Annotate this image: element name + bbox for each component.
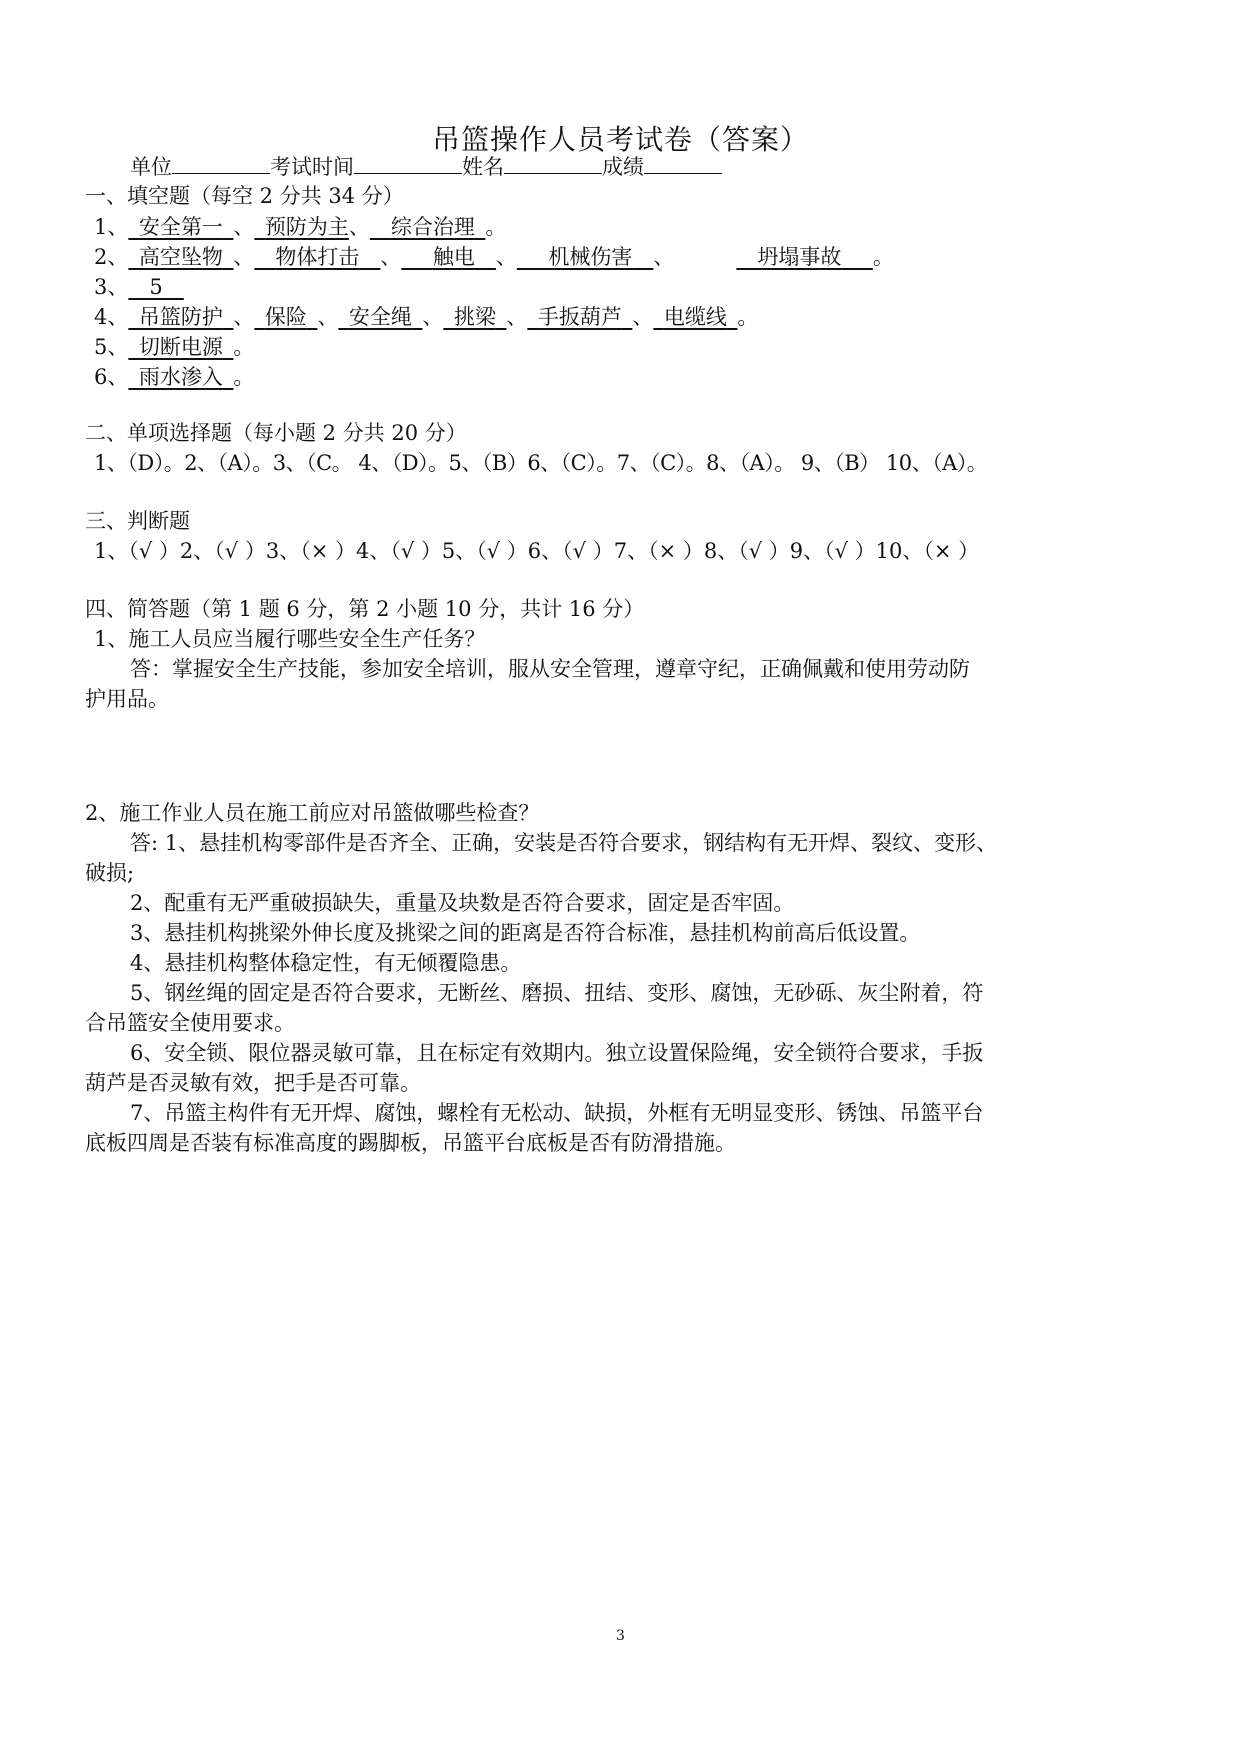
question-number: 2、: [94, 245, 129, 269]
answer-2-line: 2、配重有无严重破损缺失，重量及块数是否符合要求，固定是否牢固。: [130, 891, 795, 915]
page-title: 吊篮操作人员考试卷（答案）: [431, 123, 809, 156]
short-question-2: 2、施工作业人员在施工前应对吊篮做哪些检查？: [85, 801, 540, 825]
answer-blank: ___机械伤害__: [516, 245, 654, 269]
section-3-heading: 三、判断题: [85, 509, 190, 533]
answer-2-line: 6、安全锁、限位器灵敏可靠，且在标定有效期内。独立设置保险绳，安全锁符合要求，手扳: [130, 1041, 984, 1065]
choice-answers: 1、（D）。2、（A）。3、（C。 4、（D）。5、（B）6、（C）。7、（C）。8、（A）。 9、（B） 10、（A）。: [94, 451, 988, 475]
answer-blank: __5__: [128, 275, 184, 299]
judgement-answers: 1、（√ ）2、（√ ）3、（× ）4、（√ ）5、（√ ）6、（√ ）7、（× ）8、（√ ）9、（√ ）10、（× ）: [94, 539, 980, 563]
answer-blank: _雨水渗入_: [128, 365, 234, 389]
page-number: 3: [616, 1628, 625, 1644]
exam-time-blank: [354, 155, 462, 174]
answer-2-line: 破损;: [85, 861, 135, 885]
fill-blank-q5: 5、_切断电源_。: [94, 335, 255, 359]
answer-2-line: 3、悬挂机构挑梁外伸长度及挑梁之间的距离是否符合标准，悬挂机构前高后低设置。: [130, 921, 921, 945]
answer-blank: _切断电源_: [128, 335, 234, 359]
header-info-line: [130, 152, 722, 182]
answer-blank: _吊篮防护_: [128, 305, 234, 329]
fill-blank-q6: 6、_雨水渗入_。: [94, 365, 255, 389]
answer-blank: ___触电__: [401, 245, 496, 269]
answer-2-line: 5、钢丝绳的固定是否符合要求，无断丝、磨损、扭结、变形、腐蚀，无砂砾、灰尘附着，符: [130, 981, 984, 1005]
answer-2-line: 葫芦是否灵敏有效，把手是否可靠。: [85, 1071, 421, 1095]
question-number: 6、: [94, 365, 129, 389]
unit-label: 单位: [130, 155, 172, 179]
answer-blank: _安全绳_: [338, 305, 423, 329]
answer-blank: _高空坠物_: [128, 245, 234, 269]
section-2-heading: 二、单项选择题（每小题 2 分共 20 分）: [85, 421, 467, 445]
answer-2-line: 答: 1、悬挂机构零部件是否齐全、正确，安装是否符合要求，钢结构有无开焊、裂纹、变形、: [130, 831, 998, 855]
question-number: 3、: [94, 275, 129, 299]
score-blank: [644, 155, 722, 174]
section-4-heading: 四、简答题（第 1 题 6 分，第 2 小题 10 分，共计 16 分）: [85, 597, 645, 621]
fill-blank-q3: [94, 272, 184, 302]
fill-blank-q2: 2、_高空坠物_、__物体打击__、___触电__、___机械伤害__、 __坍塌事故___。: [94, 245, 894, 269]
answer-blank: _电缆线_: [653, 305, 738, 329]
name-blank: [504, 155, 602, 174]
answer-2-line: 4、悬挂机构整体稳定性，有无倾覆隐患。: [130, 951, 522, 975]
fill-blank-q1: 1、_安全第一_、_预防为主、__综合治理_。: [94, 215, 507, 239]
score-label: 成绩: [602, 155, 644, 179]
answer-blank: __物体打击__: [254, 245, 381, 269]
unit-blank: [172, 155, 270, 174]
short-question-1: 1、施工人员应当履行哪些安全生产任务？: [94, 627, 486, 651]
answer-blank: _保险_: [254, 305, 318, 329]
question-number: 4、: [94, 305, 129, 329]
section-1-heading: 一、填空题（每空 2 分共 34 分）: [85, 184, 404, 208]
answer-1-line-2: 护用品。: [85, 687, 169, 711]
answer-blank: _挑梁_: [443, 305, 507, 329]
answer-blank: _安全第一_: [128, 215, 234, 239]
answer-blank: __坍塌事故___: [736, 245, 873, 269]
question-number: 5、: [94, 335, 129, 359]
answer-2-line: 底板四周是否装有标准高度的踢脚板，吊篮平台底板是否有防滑措施。: [85, 1131, 736, 1155]
answer-2-line: 合吊篮安全使用要求。: [85, 1011, 295, 1035]
question-number: 1、: [94, 215, 129, 239]
answer-blank: _预防为主: [254, 215, 349, 239]
answer-2-line: 7、吊篮主构件有无开焊、腐蚀，螺栓有无松动、缺损，外框有无明显变形、锈蚀、吊篮平台: [130, 1101, 984, 1125]
answer-1-line-1: 答：掌握安全生产技能，参加安全培训，服从安全管理，遵章守纪，正确佩戴和使用劳动防: [130, 657, 970, 681]
name-label: 姓名: [462, 155, 504, 179]
exam-time-label: 考试时间: [270, 155, 354, 179]
fill-blank-q4: 4、_吊篮防护_、_保险_、_安全绳_、_挑梁_、_手扳葫芦_、_电缆线_。: [94, 305, 759, 329]
answer-blank: _手扳葫芦_: [527, 305, 633, 329]
answer-blank: __综合治理_: [369, 215, 486, 239]
